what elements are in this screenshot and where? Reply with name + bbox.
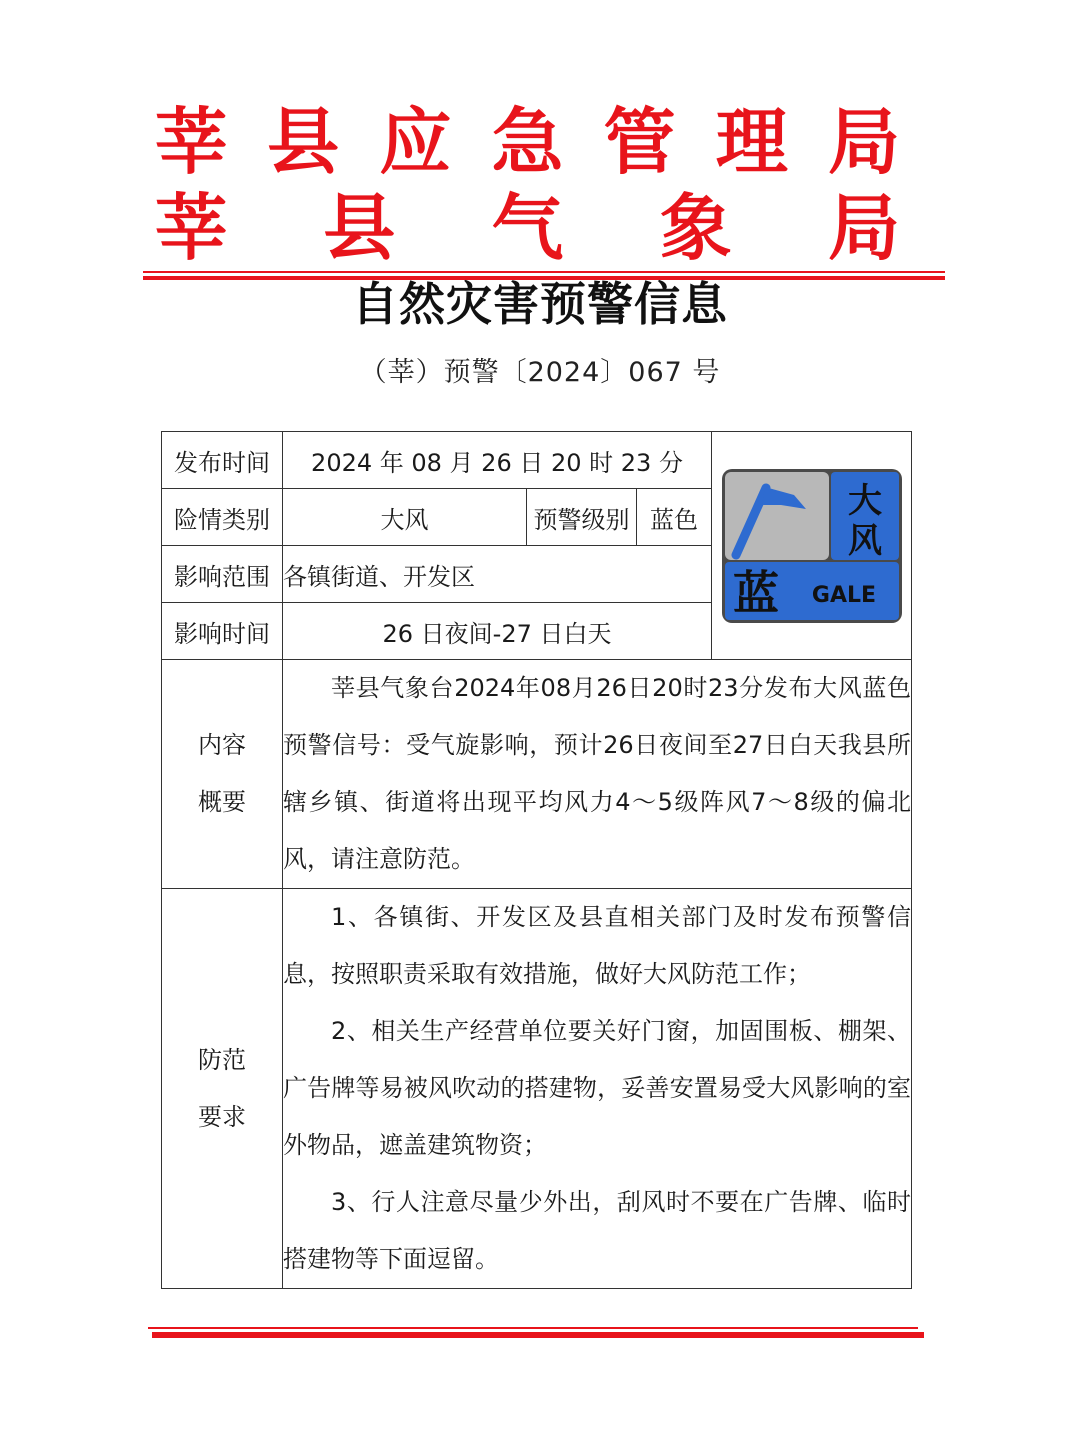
summary-label-line2: 概要	[198, 788, 246, 816]
scope-value: 各镇街道、开发区	[283, 546, 712, 603]
issuer-line-meteorological-bureau	[155, 188, 900, 268]
icon-char-bottom: 风	[847, 520, 882, 561]
issuer-char: 县	[323, 186, 396, 270]
requirement-item-1: 1、各镇街、开发区及县直相关部门及时发布预警信息，按照职责采取有效措施，做好大风防范工作；	[283, 903, 912, 988]
issuer-char: 莘	[155, 186, 228, 270]
hazard-type-label: 险情类别	[162, 489, 283, 546]
duration-value: 26 日夜间-27 日白天	[283, 603, 712, 660]
warning-level-value: 蓝色	[637, 489, 712, 546]
warning-icon-cell	[712, 432, 912, 660]
scope-label: 影响范围	[162, 546, 283, 603]
issuer-char: 应	[379, 100, 452, 184]
requirement-item-2: 2、相关生产经营单位要关好门窗，加固围板、棚架、广告牌等易被风吹动的搭建物，妥善安置易受大风影响的室外物品，遮盖建筑物资；	[283, 1017, 912, 1159]
issuer-char: 气	[491, 186, 564, 270]
hazard-type-value: 大风	[283, 489, 527, 546]
summary-text: 莘县气象台2024年08月26日20时23分发布大风蓝色预警信号：受气旋影响，预计26日夜间至27日白天我县所辖乡镇、街道将出现平均风力4～5级阵风7～8级的偏北风，请注意防范。	[283, 674, 912, 873]
duration-label: 影响时间	[162, 603, 283, 660]
requirements-label-line2: 要求	[198, 1102, 246, 1131]
warning-level-label: 预警级别	[527, 489, 637, 546]
requirements-label	[162, 889, 283, 1289]
issuer-char: 县	[267, 100, 340, 184]
icon-level-char: 蓝	[732, 565, 779, 620]
issuer-char: 局	[827, 100, 900, 184]
document-title: 自然灾害预警信息	[352, 277, 728, 331]
document-number: （莘）预警〔2024〕067 号	[359, 357, 721, 388]
footer-red-rule-thin	[148, 1327, 918, 1329]
issuer-line-emergency-bureau	[155, 102, 900, 182]
gale-blue-warning-icon	[722, 469, 902, 623]
warning-info-table	[161, 431, 912, 1289]
icon-english-label: GALE	[811, 582, 876, 608]
issuer-char: 象	[659, 186, 732, 270]
icon-char-top: 大	[847, 480, 882, 521]
requirement-item-3: 3、行人注意尽量少外出，刮风时不要在广告牌、临时搭建物等下面逗留。	[283, 1188, 912, 1273]
issuer-char: 莘	[155, 100, 228, 184]
summary-label	[162, 660, 283, 889]
issuer-char: 理	[715, 100, 788, 184]
issuer-char: 急	[491, 100, 564, 184]
issuer-char: 管	[603, 100, 676, 184]
summary-label-line1: 内容	[198, 731, 246, 759]
footer-red-rule-thick	[152, 1332, 924, 1338]
requirements-label-line1: 防范	[198, 1045, 246, 1074]
issuer-char: 局	[827, 186, 900, 270]
release-time-value: 2024 年 08 月 26 日 20 时 23 分	[283, 432, 712, 489]
release-time-label: 发布时间	[162, 432, 283, 489]
requirements-content	[283, 889, 912, 1289]
summary-content	[283, 660, 912, 889]
